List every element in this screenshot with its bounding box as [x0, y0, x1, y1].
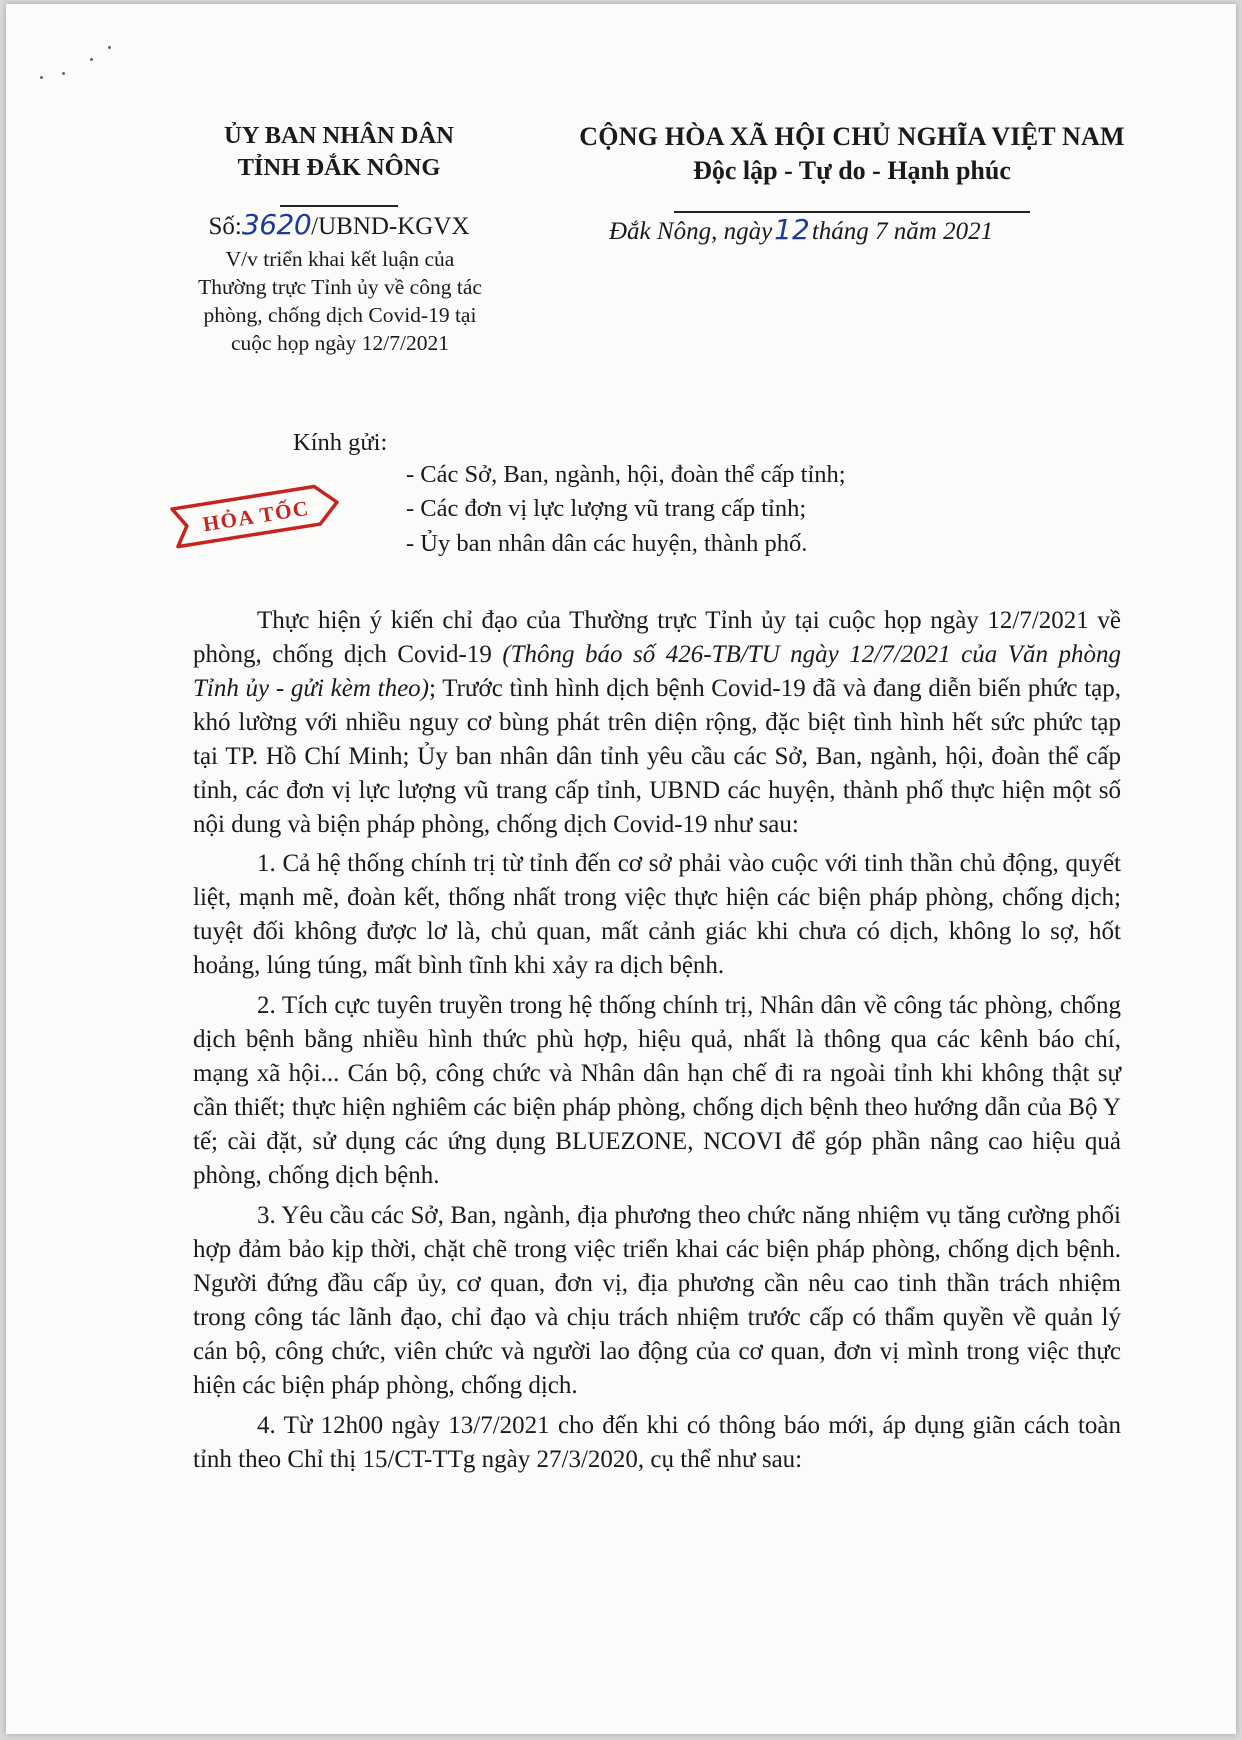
date-day-handwritten: 12 [774, 213, 810, 246]
urgent-stamp-label: HỎA TỐC [201, 495, 312, 537]
authority-line-2: TỈNH ĐẮK NÔNG [237, 154, 441, 181]
item-paragraph-2: 2. Tích cực tuyên truyền trong hệ thống chính trị, Nhân dân về công tác phòng, chống dịch bệnh bằng nhiều hình thức phù hợp, hiệu quả, nhất là thông qua các kênh báo chí, mạng xã hội... Cán bộ, công chức và Nhân dân hạn chế đi ra ngoài tỉnh khi không thật sự cần thiết; thực hiện nghiêm các biện pháp phòng, chống dịch bệnh theo hướng dẫn của Bộ Y tế; cài đặt, sử dụng các ứng dụng BLUEZONE, NCOVI để góp phần nâng cao hiệu quả phòng, chống dịch bệnh. [193, 992, 1121, 1189]
intro-text: ; Trước tình hình dịch bệnh Covid-19 đã và đang diễn biến phức tạp, khó lường với nhiều nguy cơ bùng phát trên diện rộng, đặc biệt tình hình hết sức phức tạp tại TP. Hồ Chí Minh; Ủy ban nhân dân tỉnh yêu cầu các Sở, Ban, ngành, hội, đoàn thể cấp tỉnh, các đơn vị lực lượng vũ trang cấp tỉnh, UBND các huyện, thành phố thực hiện một số nội dung và biện pháp phòng, chống dịch Covid-19 như sau: [193, 675, 1121, 838]
subject-line: V/v triển khai kết luận của [225, 247, 455, 271]
motto: Độc lập - Tự do - Hạnh phúc [693, 156, 1011, 185]
date-prefix: Đắk Nông, ngày [609, 218, 773, 245]
subject-line: Thường trực Tỉnh ủy về công tác [198, 275, 482, 299]
recipient-item: - Các Sở, Ban, ngành, hội, đoàn thể cấp tỉnh; [406, 461, 846, 488]
item-paragraph-1: 1. Cả hệ thống chính trị từ tỉnh đến cơ sở phải vào cuộc với tinh thần chủ động, quyết liệt, mạnh mẽ, đoàn kết, thống nhất trong việc thực hiện các biện pháp phòng, chống dịch; tuyệt đối không được lơ là, chủ quan, mất cảnh giác khi chưa có dịch, không lo sợ, hốt hoảng, lúng túng, mất bình tĩnh khi xảy ra dịch bệnh. [193, 850, 1121, 979]
country-name: CỘNG HÒA XÃ HỘI CHỦ NGHĨA VIỆT NAM [579, 122, 1125, 151]
intro-reference: (Thông báo số 426-TB/TU ngày 12/7/2021 của Văn phòng Tỉnh ủy - gửi kèm theo) [193, 641, 1122, 702]
document-number [189, 210, 489, 242]
subject-line: phòng, chống dịch Covid-19 tại [203, 303, 477, 327]
scan-speck [40, 76, 43, 79]
authority-underline [280, 205, 398, 207]
issue-date [609, 215, 993, 247]
subject-line: cuộc họp ngày 12/7/2021 [231, 331, 449, 355]
authority-line-1: ỦY BAN NHÂN DÂN [224, 122, 454, 149]
motto-underline [674, 211, 1030, 213]
date-suffix: tháng 7 năm 2021 [811, 218, 994, 245]
recipient-item: - Ủy ban nhân dân các huyện, thành phố. [406, 530, 808, 557]
document-page [6, 4, 1236, 1734]
document-subject [159, 245, 521, 357]
item-paragraph-4: 4. Từ 12h00 ngày 13/7/2021 cho đến khi có thông báo mới, áp dụng giãn cách toàn tỉnh theo Chỉ thị 15/CT-TTg ngày 27/3/2020, cụ thể như sau: [193, 1412, 1121, 1473]
scan-speck [62, 72, 65, 75]
issuing-authority [189, 120, 489, 216]
recipients-greeting: Kính gửi: [293, 429, 388, 456]
document-body [193, 604, 1121, 1477]
scan-speck [108, 46, 111, 49]
national-motto [546, 120, 1158, 222]
document-number-suffix: /UBND-KGVX [311, 213, 470, 240]
document-number-prefix: Số: [208, 213, 242, 240]
document-number-handwritten: 3620 [241, 208, 312, 241]
intro-paragraph [193, 604, 1121, 842]
recipient-item: - Các đơn vị lực lượng vũ trang cấp tỉnh; [406, 495, 807, 522]
item-paragraph-3: 3. Yêu cầu các Sở, Ban, ngành, địa phương theo chức năng nhiệm vụ tăng cường phối hợp đảm bảo kịp thời, chặt chẽ trong việc triển khai các biện pháp phòng, chống dịch bệnh. Người đứng đầu cấp ủy, cơ quan, đơn vị, địa phương cần nêu cao tinh thần trách nhiệm trong công tác lãnh đạo, chỉ đạo và chịu trách nhiệm trước cấp có thẩm quyền về quản lý cán bộ, công chức, viên chức và người lao động của cơ quan, đơn vị mình trong việc thực hiện các biện pháp phòng, chống dịch. [193, 1202, 1121, 1399]
scan-speck [90, 58, 93, 61]
intro-text: Thực hiện ý kiến chỉ đạo của Thường trực Tỉnh ủy tại cuộc họp ngày 12/7/2021 về phòng, chống dịch Covid-19 [193, 607, 1121, 668]
urgent-stamp [163, 476, 349, 554]
